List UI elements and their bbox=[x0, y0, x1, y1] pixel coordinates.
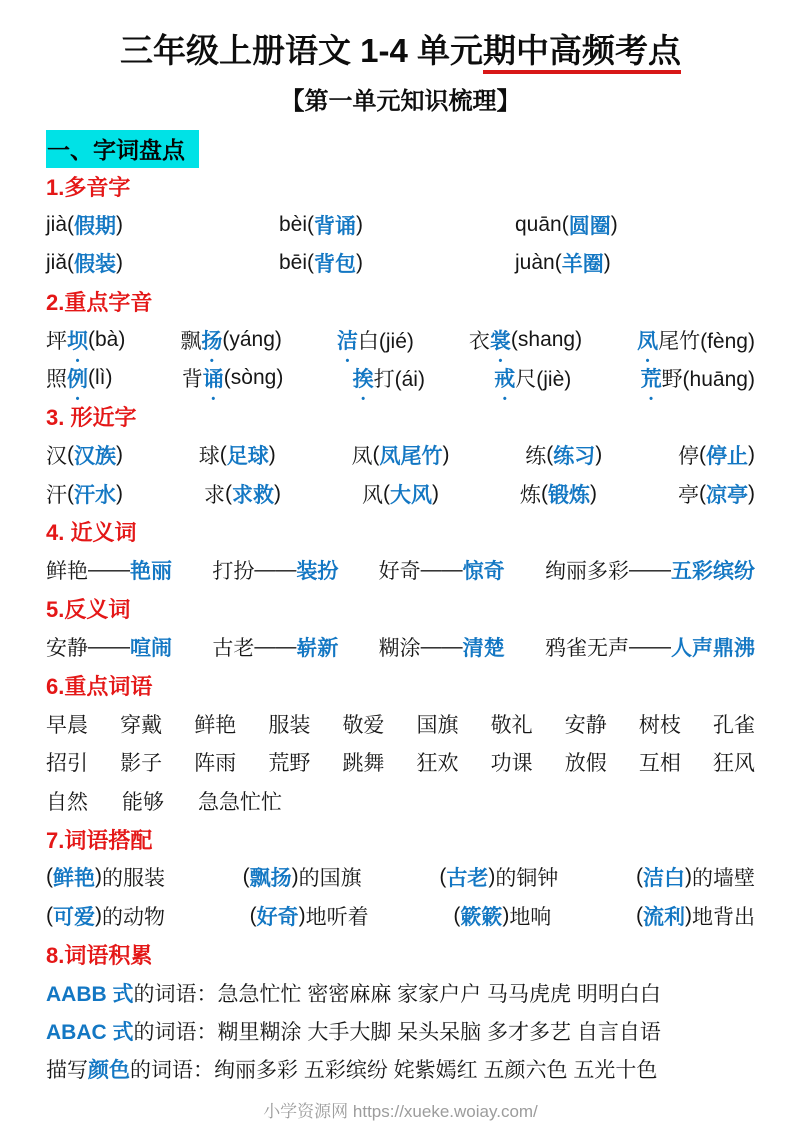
ziyin-post: (lì) bbox=[88, 366, 113, 390]
dapei-rest: 的铜钟 bbox=[495, 867, 559, 891]
dapei-blue-word: 古老 bbox=[446, 867, 489, 891]
xingjin-char: 亭 bbox=[678, 483, 699, 507]
dapei-item bbox=[243, 862, 362, 892]
section-heading: 8.词语积累 bbox=[46, 942, 153, 968]
xingjin-char: 求 bbox=[204, 483, 225, 507]
pinyin-text: jià bbox=[46, 212, 68, 236]
unit-subtitle: 【第一单元知识梳理】 bbox=[280, 88, 521, 116]
ziyin-emphasized-char: 戒 • bbox=[494, 363, 515, 393]
paren: ( bbox=[307, 251, 315, 275]
paren: ) bbox=[268, 443, 276, 467]
duoyin-item bbox=[279, 248, 515, 278]
xingjin-word: 汉族 bbox=[74, 445, 116, 469]
ziyin-post: 打(ái) bbox=[373, 368, 425, 392]
paren: ) bbox=[442, 443, 450, 467]
ziyin-emphasized-char: 例 • bbox=[67, 363, 88, 393]
ziyin-post: 白(jié) bbox=[357, 330, 414, 353]
jilei-segment: AABB 式 bbox=[46, 982, 134, 1006]
jilei-segment: 的词语：急急忙忙 密密麻麻 家家户户 马马虎虎 明明白白 bbox=[133, 982, 661, 1006]
word-pair bbox=[212, 555, 338, 585]
ziyin-item bbox=[641, 363, 755, 393]
ziyin-pre: 飘 bbox=[180, 330, 202, 353]
section-heading: 1.多音字 bbox=[46, 174, 131, 200]
section-1 bbox=[46, 167, 755, 282]
title-underlined-text: 期中高频考点 bbox=[483, 32, 681, 74]
ziyin-post: 尾竹(fèng) bbox=[658, 330, 755, 353]
row-words bbox=[46, 782, 755, 820]
pair-right: 清楚 bbox=[462, 637, 505, 661]
xingjin-word: 汗水 bbox=[74, 483, 116, 507]
paren: ( bbox=[372, 443, 380, 467]
xingjin-char: 球 bbox=[198, 445, 220, 469]
paren: ( bbox=[242, 865, 250, 889]
xingjin-word: 足球 bbox=[226, 445, 269, 469]
section-3 bbox=[46, 398, 755, 513]
paren: ( bbox=[67, 481, 74, 505]
word-item: 放假 bbox=[564, 752, 607, 776]
dapei-rest: 的国旗 bbox=[298, 867, 362, 891]
pair-right: 五彩缤纷 bbox=[670, 560, 755, 584]
section-heading: 5.反义词 bbox=[46, 597, 131, 623]
dapei-item bbox=[439, 862, 558, 892]
jilei-segment: 的词语：绚丽多彩 五彩缤纷 姹紫嫣红 五颜六色 五光十色 bbox=[130, 1059, 658, 1083]
paren: ) bbox=[274, 481, 281, 505]
xingjin-item bbox=[362, 479, 439, 509]
pinyin-text: quān bbox=[515, 212, 562, 236]
ziyin-post: (bà) bbox=[88, 328, 126, 351]
duoyin-item bbox=[46, 210, 279, 240]
ziyin-item bbox=[494, 363, 571, 393]
pair-left: 鸦雀无声 bbox=[544, 637, 629, 661]
paren: ) bbox=[116, 251, 124, 275]
word-item: 功课 bbox=[490, 752, 533, 776]
paren: ( bbox=[67, 251, 75, 275]
word-item: 狂欢 bbox=[416, 752, 459, 776]
ziyin-post: 尺(jiè) bbox=[515, 368, 572, 392]
paren: ( bbox=[67, 212, 75, 236]
word-item: 穿戴 bbox=[120, 713, 163, 737]
word-pair bbox=[379, 632, 505, 662]
word-item: 孔雀 bbox=[712, 713, 755, 737]
paren: ( bbox=[225, 481, 232, 505]
word-item: 敬爱 bbox=[342, 713, 385, 737]
word-item: 敬礼 bbox=[490, 713, 533, 737]
paren: ( bbox=[699, 481, 706, 505]
dapei-item bbox=[636, 901, 755, 931]
xingjin-item bbox=[204, 479, 281, 509]
jilei-segment: 的词语：糊里糊涂 大手大脚 呆头呆脑 多才多艺 自言自语 bbox=[133, 1021, 661, 1045]
dapei-item bbox=[46, 862, 165, 892]
row-pairs bbox=[46, 551, 755, 589]
duoyin-item bbox=[46, 248, 279, 278]
row-jilei bbox=[46, 973, 755, 1011]
row-ziyin bbox=[46, 321, 755, 359]
row-pairs bbox=[46, 628, 755, 666]
paren: ) bbox=[116, 212, 124, 236]
section-2 bbox=[46, 282, 755, 397]
xingjin-item bbox=[678, 479, 755, 509]
dapei-rest: 地响 bbox=[509, 905, 552, 929]
pair-left: 绚丽多彩 bbox=[544, 560, 629, 584]
ziyin-emphasized-char: 凤 • bbox=[637, 325, 658, 355]
ziyin-item bbox=[337, 325, 414, 355]
title-plain-text: 三年级上册语文 1-4 单元 bbox=[119, 32, 484, 69]
page-title bbox=[46, 30, 755, 71]
xingjin-char: 炼 bbox=[520, 483, 541, 507]
row-dapei bbox=[46, 858, 755, 896]
xingjin-item bbox=[678, 440, 755, 470]
word-pair bbox=[212, 632, 338, 662]
paren: ( bbox=[307, 212, 315, 236]
section-6 bbox=[46, 666, 755, 820]
word-item: 树枝 bbox=[638, 713, 681, 737]
xingjin-word: 停止 bbox=[706, 445, 748, 469]
paren: ) bbox=[748, 481, 755, 505]
paren: ) bbox=[603, 251, 611, 275]
paren: ( bbox=[46, 903, 53, 927]
xingjin-char: 风 bbox=[362, 483, 383, 507]
section-heading: 7.词语搭配 bbox=[46, 827, 153, 853]
paren: ) bbox=[95, 903, 102, 927]
paren: ( bbox=[249, 903, 257, 927]
paren: ( bbox=[219, 443, 227, 467]
xingjin-char: 练 bbox=[525, 445, 547, 469]
xingjin-item bbox=[520, 479, 597, 509]
duoyin-word: 假期 bbox=[74, 214, 117, 238]
pair-dash: —— bbox=[420, 635, 463, 659]
xingjin-item bbox=[46, 479, 123, 509]
word-item: 跳舞 bbox=[342, 752, 385, 776]
xingjin-word: 锻炼 bbox=[548, 483, 590, 507]
word-item: 服装 bbox=[268, 713, 311, 737]
dapei-blue-word: 好奇 bbox=[256, 905, 299, 929]
duoyin-word: 假装 bbox=[74, 253, 117, 277]
xingjin-char: 凤 bbox=[351, 445, 373, 469]
paren: ) bbox=[356, 251, 364, 275]
pair-dash: —— bbox=[628, 558, 671, 582]
pair-left: 好奇 bbox=[378, 560, 421, 584]
word-pair bbox=[379, 555, 505, 585]
row-words bbox=[46, 743, 755, 781]
duoyin-word: 圆圈 bbox=[568, 214, 611, 238]
pair-dash: —— bbox=[88, 635, 130, 659]
word-item: 急急忙忙 bbox=[198, 790, 282, 814]
ziyin-emphasized-char: 挨 • bbox=[353, 363, 374, 393]
xingjin-word: 凤尾竹 bbox=[379, 445, 443, 469]
row-ziyin bbox=[46, 359, 755, 397]
paren: ( bbox=[554, 251, 562, 275]
pair-right: 人声鼎沸 bbox=[670, 637, 755, 661]
word-item: 早晨 bbox=[46, 713, 88, 737]
section-heading: 4. 近义词 bbox=[46, 520, 137, 546]
ziyin-emphasized-char: 裳 • bbox=[490, 325, 511, 355]
pinyin-text: jiǎ bbox=[46, 251, 68, 275]
pair-right: 装扮 bbox=[296, 560, 339, 584]
xingjin-word: 凉亭 bbox=[706, 483, 748, 507]
paren: ( bbox=[635, 903, 643, 927]
word-item: 自然 bbox=[46, 790, 88, 814]
pair-right: 艳丽 bbox=[130, 560, 172, 584]
row-jilei bbox=[46, 1012, 755, 1050]
dapei-blue-word: 飘扬 bbox=[249, 867, 292, 891]
ziyin-emphasized-char: 诵 • bbox=[203, 363, 224, 393]
pair-dash: —— bbox=[88, 558, 130, 582]
word-item: 能够 bbox=[122, 790, 164, 814]
xingjin-item bbox=[352, 440, 450, 470]
footer-watermark: 小学资源网 https://xueke.woiay.com/ bbox=[263, 1101, 538, 1121]
row-duoyinzi bbox=[46, 244, 755, 282]
pair-right: 惊奇 bbox=[462, 560, 505, 584]
word-pair bbox=[545, 555, 755, 585]
duoyin-word: 背诵 bbox=[314, 214, 357, 238]
paren: ( bbox=[46, 865, 53, 889]
pair-dash: —— bbox=[254, 558, 297, 582]
ziyin-emphasized-char: 坝 • bbox=[67, 325, 88, 355]
dapei-blue-word: 簌簌 bbox=[460, 905, 503, 929]
section-heading: 2.重点字音 bbox=[46, 290, 153, 316]
ziyin-item bbox=[46, 363, 113, 393]
word-item: 荒野 bbox=[268, 752, 311, 776]
paren: ) bbox=[590, 481, 597, 505]
section-8 bbox=[46, 935, 755, 1089]
word-item: 阵雨 bbox=[194, 752, 237, 776]
duoyin-item bbox=[515, 210, 618, 240]
dapei-blue-word: 流利 bbox=[642, 905, 685, 929]
section-7 bbox=[46, 820, 755, 935]
dapei-rest: 地背出 bbox=[691, 905, 755, 929]
ziyin-pre: 衣 bbox=[468, 330, 490, 353]
word-item: 国旗 bbox=[416, 713, 459, 737]
ziyin-pre: 照 bbox=[46, 368, 67, 392]
paren: ) bbox=[595, 443, 603, 467]
ziyin-emphasized-char: 荒 • bbox=[641, 363, 662, 393]
ziyin-post: (shang) bbox=[510, 328, 583, 351]
duoyin-word: 羊圈 bbox=[561, 253, 604, 277]
jilei-segment: 描写 bbox=[46, 1059, 88, 1083]
section-4 bbox=[46, 513, 755, 590]
xingjin-word: 大风 bbox=[390, 483, 432, 507]
ziyin-emphasized-char: 洁 • bbox=[337, 325, 358, 355]
row-jilei bbox=[46, 1050, 755, 1088]
paren: ) bbox=[298, 903, 306, 927]
row-dapei bbox=[46, 897, 755, 935]
paren: ) bbox=[291, 865, 299, 889]
paren: ) bbox=[748, 443, 755, 467]
paren: ) bbox=[684, 865, 692, 889]
word-item: 招引 bbox=[46, 752, 88, 776]
pinyin-text: bēi bbox=[279, 251, 308, 275]
xingjin-word: 练习 bbox=[553, 445, 596, 469]
pair-dash: —— bbox=[420, 558, 463, 582]
ziyin-item bbox=[353, 363, 425, 393]
paren: ( bbox=[67, 443, 74, 467]
pair-left: 糊涂 bbox=[378, 637, 421, 661]
row-xingjin bbox=[46, 436, 755, 474]
paren: ) bbox=[356, 212, 364, 236]
xingjin-item bbox=[46, 440, 123, 470]
section-header-highlight: 一、字词盘点 bbox=[46, 130, 199, 168]
paren: ) bbox=[610, 212, 618, 236]
dapei-blue-word: 可爱 bbox=[53, 905, 95, 929]
paren: ( bbox=[439, 865, 447, 889]
row-xingjin bbox=[46, 474, 755, 512]
ziyin-item bbox=[180, 325, 282, 355]
word-item: 鲜艳 bbox=[194, 713, 237, 737]
dapei-item bbox=[453, 901, 551, 931]
ziyin-post: 野(huāng) bbox=[661, 368, 755, 392]
paren: ( bbox=[546, 443, 554, 467]
pair-dash: —— bbox=[254, 635, 297, 659]
dapei-rest: 的墙壁 bbox=[691, 867, 755, 891]
jilei-segment: 颜色 bbox=[88, 1059, 130, 1083]
section-heading: 6.重点词语 bbox=[46, 674, 153, 700]
paren: ( bbox=[635, 865, 643, 889]
paren: ( bbox=[541, 481, 548, 505]
dapei-rest: 地听着 bbox=[305, 905, 369, 929]
word-pair bbox=[545, 632, 755, 662]
pair-right: 喧闹 bbox=[130, 637, 172, 661]
paren: ( bbox=[453, 903, 461, 927]
dapei-item bbox=[250, 901, 369, 931]
paren: ( bbox=[561, 212, 569, 236]
duoyin-item bbox=[515, 248, 611, 278]
jilei-segment: ABAC 式 bbox=[46, 1021, 134, 1045]
dapei-rest: 的动物 bbox=[102, 905, 165, 929]
pair-dash: —— bbox=[628, 635, 671, 659]
xingjin-char: 汗 bbox=[46, 483, 67, 507]
row-duoyinzi bbox=[46, 206, 755, 244]
word-item: 互相 bbox=[638, 752, 681, 776]
ziyin-pre: 坪 bbox=[46, 330, 67, 353]
section-header-row bbox=[46, 131, 755, 167]
ziyin-emphasized-char: 扬 • bbox=[201, 325, 222, 355]
word-item: 狂风 bbox=[712, 752, 755, 776]
pair-right: 崭新 bbox=[296, 637, 339, 661]
paren: ) bbox=[95, 865, 102, 889]
paren: ( bbox=[699, 443, 706, 467]
pair-left: 鲜艳 bbox=[46, 560, 88, 584]
dapei-blue-word: 洁白 bbox=[642, 867, 685, 891]
paren: ( bbox=[383, 481, 390, 505]
paren: ) bbox=[502, 903, 510, 927]
word-item: 影子 bbox=[120, 752, 163, 776]
ziyin-item bbox=[182, 363, 284, 393]
ziyin-pre: 背 bbox=[181, 368, 203, 392]
xingjin-item bbox=[525, 440, 602, 470]
dapei-rest: 的服装 bbox=[102, 867, 165, 891]
pair-left: 打扮 bbox=[212, 560, 255, 584]
ziyin-item bbox=[46, 325, 125, 355]
paren: ) bbox=[432, 481, 439, 505]
paren: ) bbox=[488, 865, 496, 889]
section-heading: 3. 形近字 bbox=[46, 405, 137, 431]
word-pair bbox=[46, 555, 172, 585]
pinyin-text: juàn bbox=[515, 251, 555, 275]
ziyin-item bbox=[637, 325, 755, 355]
paren: ) bbox=[116, 481, 123, 505]
xingjin-item bbox=[199, 440, 276, 470]
duoyin-item bbox=[279, 210, 515, 240]
sections-container bbox=[46, 167, 755, 1088]
ziyin-post: (sòng) bbox=[223, 366, 284, 390]
pinyin-text: bèi bbox=[279, 212, 308, 236]
dapei-item bbox=[46, 901, 165, 931]
dapei-item bbox=[636, 862, 755, 892]
xingjin-char: 停 bbox=[678, 445, 699, 469]
paren: ) bbox=[116, 443, 123, 467]
pair-left: 安静 bbox=[46, 637, 88, 661]
duoyin-word: 背包 bbox=[314, 253, 357, 277]
ziyin-item bbox=[469, 325, 582, 355]
section-5 bbox=[46, 590, 755, 667]
row-words bbox=[46, 705, 755, 743]
word-pair bbox=[46, 632, 172, 662]
pair-left: 古老 bbox=[212, 637, 255, 661]
word-item: 安静 bbox=[564, 713, 607, 737]
xingjin-word: 求救 bbox=[232, 483, 274, 507]
xingjin-char: 汉 bbox=[46, 445, 67, 469]
ziyin-post: (yáng) bbox=[222, 328, 282, 351]
paren: ) bbox=[684, 903, 692, 927]
dapei-blue-word: 鲜艳 bbox=[53, 867, 95, 891]
